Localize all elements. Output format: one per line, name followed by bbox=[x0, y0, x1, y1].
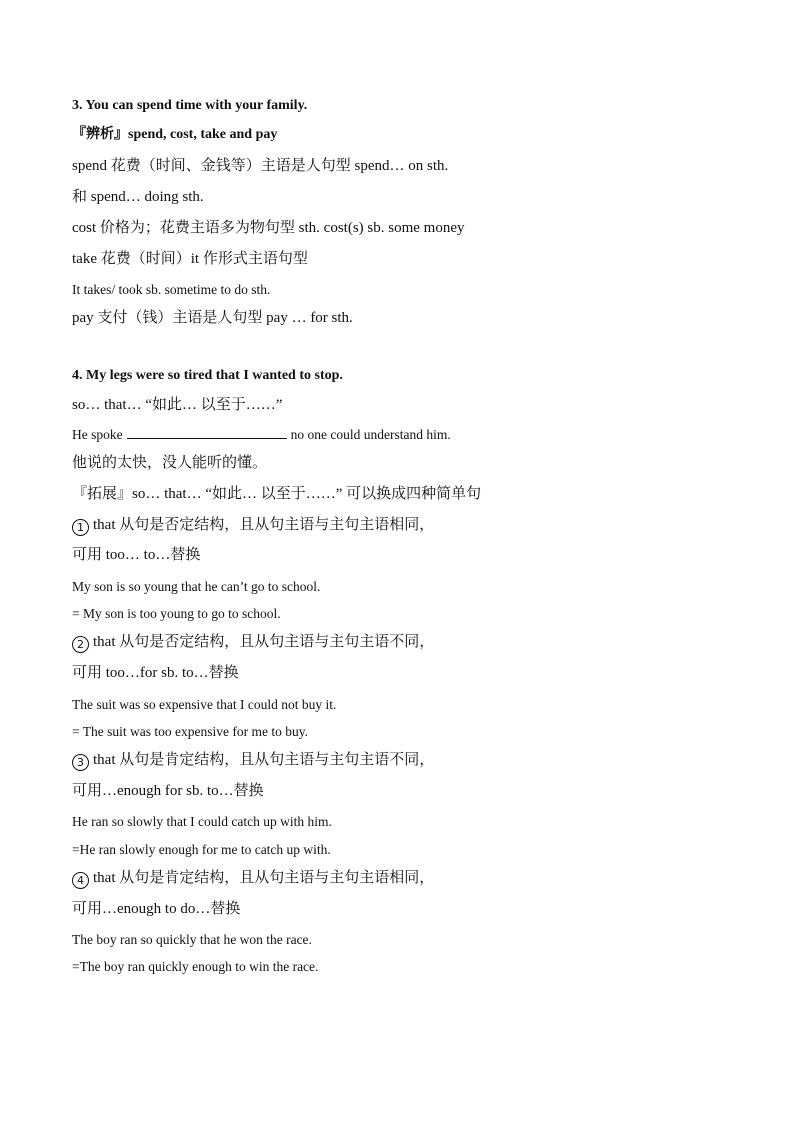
rule-2-text: that 从句是否定结构，且从句主语与主句主语不同， bbox=[93, 634, 435, 650]
rule-2-example-1: The suit was so expensive that I could not buy it. bbox=[72, 697, 337, 712]
rule-4-example-1: The boy ran so quickly that he won the race. bbox=[72, 932, 312, 947]
circled-number-4: 4 bbox=[72, 872, 89, 889]
fill-blank-example bbox=[72, 426, 451, 444]
rule-2-replacement: 可用 too…for sb. to…替换 bbox=[72, 665, 239, 681]
rule-2-example-2: = The suit was too expensive for me to buy. bbox=[72, 724, 308, 739]
rule-3-replacement: 可用…enough for sb. to…替换 bbox=[72, 783, 264, 799]
spend-usage-2: 和 spend… doing sth. bbox=[72, 189, 204, 205]
rule-4-example-2: =The boy ran quickly enough to win the race. bbox=[72, 959, 319, 974]
expand-heading: 『拓展』so… that… “如此… 以至于……” 可以换成四种简单句 bbox=[72, 486, 482, 502]
rule-3-example-1: He ran so slowly that I could catch up with him. bbox=[72, 814, 332, 829]
circled-number-3: 3 bbox=[72, 754, 89, 771]
rule-4 bbox=[72, 869, 434, 889]
section-4-title: 4. My legs were so tired that I wanted to stop. bbox=[72, 368, 343, 383]
rule-2 bbox=[72, 633, 434, 653]
section-3-title: 3. You can spend time with your family. bbox=[72, 98, 308, 113]
spend-usage-1: spend 花费（时间、金钱等）主语是人句型 spend… on sth. bbox=[72, 158, 449, 174]
circled-number-1: 1 bbox=[72, 519, 89, 536]
take-usage-2: It takes/ took sb. sometime to do sth. bbox=[72, 282, 271, 297]
cost-usage: cost 价格为；花费主语多为物句型 sth. cost(s) sb. some money bbox=[72, 220, 465, 236]
example-translation: 他说的太快，没人能听的懂。 bbox=[72, 455, 268, 471]
analysis-heading: 『辨析』spend, cost, take and pay bbox=[72, 127, 278, 142]
rule-3-example-2: =He ran slowly enough for me to catch up with. bbox=[72, 842, 331, 857]
rule-1-example-1: My son is so young that he can’t go to school. bbox=[72, 579, 321, 594]
pay-usage: pay 支付（钱）主语是人句型 pay … for sth. bbox=[72, 310, 353, 326]
example-before-blank: He spoke bbox=[72, 427, 123, 442]
rule-1 bbox=[72, 516, 434, 536]
circled-number-2: 2 bbox=[72, 636, 89, 653]
answer-blank[interactable] bbox=[127, 426, 287, 439]
take-usage-1: take 花费（时间）it 作形式主语句型 bbox=[72, 251, 308, 267]
so-that-meaning: so… that… “如此… 以至于……” bbox=[72, 397, 283, 413]
rule-1-text: that 从句是否定结构，且从句主语与主句主语相同， bbox=[93, 517, 435, 533]
rule-3 bbox=[72, 751, 434, 771]
example-after-blank: no one could understand him. bbox=[290, 427, 451, 442]
rule-1-replacement: 可用 too… to…替换 bbox=[72, 547, 201, 563]
rule-4-text: that 从句是肯定结构，且从句主语与主句主语相同， bbox=[93, 870, 435, 886]
rule-3-text: that 从句是肯定结构，且从句主语与主句主语不同， bbox=[93, 752, 435, 768]
rule-1-example-2: = My son is too young to go to school. bbox=[72, 606, 281, 621]
rule-4-replacement: 可用…enough to do…替换 bbox=[72, 901, 241, 917]
